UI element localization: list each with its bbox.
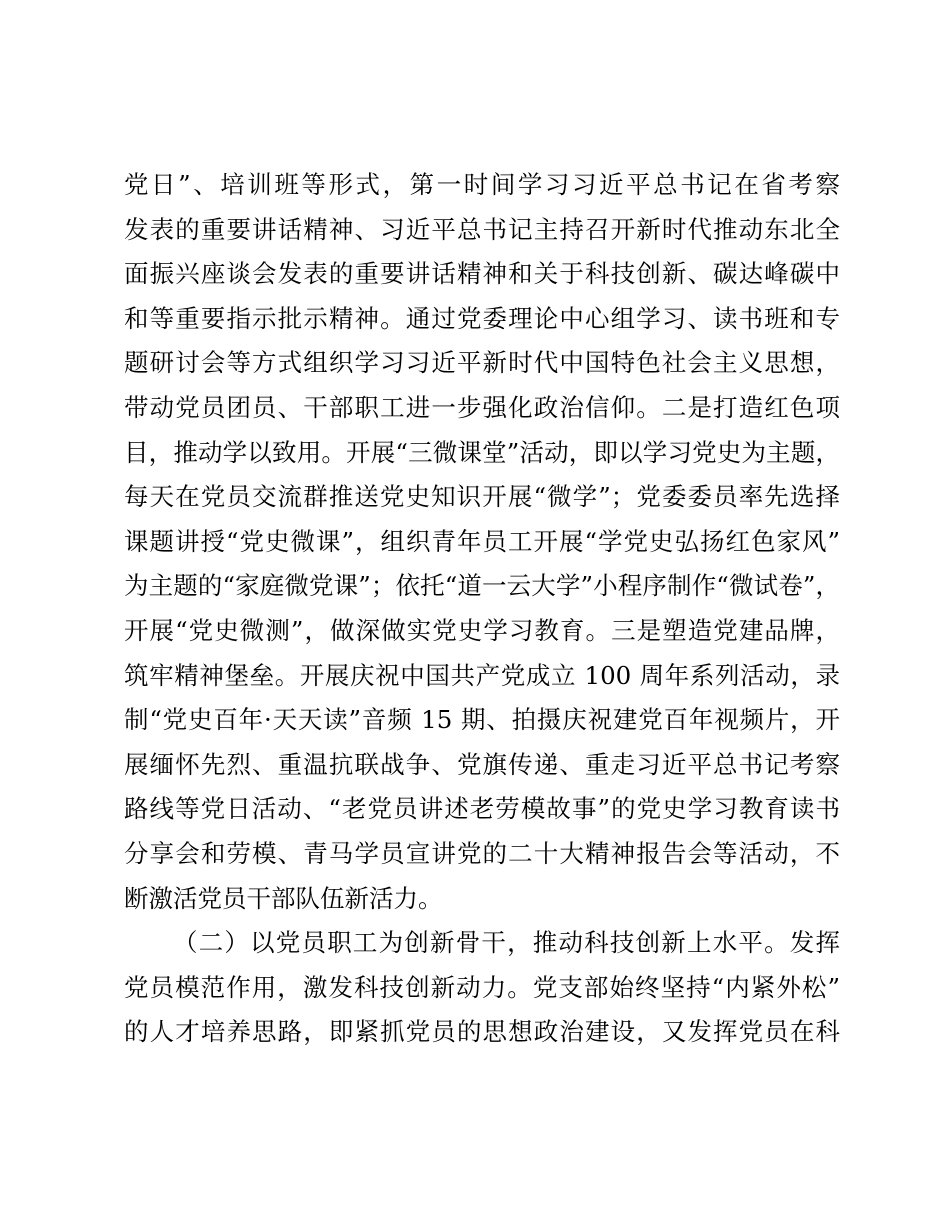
text-line: 的人才培养思路，即紧抓党员的思想政治建设，又发挥党员在科	[124, 1017, 840, 1047]
text-line: 筑牢精神堡垒。开展庆祝中国共产党成立 100 周年系列活动，录	[124, 660, 840, 690]
text-line: 党日”、培训班等形式，第一时间学习习近平总书记在省考察	[124, 170, 840, 199]
paragraph-end-line: 断激活党员干部队伍新活力。	[124, 883, 443, 913]
body-text	[124, 163, 840, 1055]
text-line: 路线等党日活动、“老党员讲述老劳模故事”的党史学习教育读书	[124, 794, 840, 824]
text-line: 展缅怀先烈、重温抗联战争、党旗传递、重走习近平总书记考察	[124, 749, 840, 779]
text-line: 每天在党员交流群推送党史知识开展“微学”；党委委员率先选择	[124, 482, 840, 512]
text-line: 发表的重要讲话精神、习近平总书记主持召开新时代推动东北全	[124, 214, 840, 244]
text-line: 带动党员团员、干部职工进一步强化政治信仰。二是打造红色项	[124, 392, 840, 422]
text-line: 课题讲授“党史微课”，组织青年员工开展“学党史弘扬红色家风”	[124, 526, 840, 556]
text-line: 和等重要指示批示精神。通过党委理论中心组学习、读书班和专	[124, 303, 840, 333]
section-heading-line: （二）以党员职工为创新骨干，推动科技创新上水平。发挥	[173, 928, 840, 958]
text-line: 为主题的“家庭微党课”；依托“道一云大学”小程序制作“微试卷”，	[124, 571, 840, 601]
text-line: 开展“党史微测”，做深做实党史学习教育。三是塑造党建品牌，	[124, 615, 840, 645]
text-line: 面振兴座谈会发表的重要讲话精神和关于科技创新、碳达峰碳中	[124, 259, 840, 289]
text-line: 目，推动学以致用。开展“三微课堂”活动，即以学习党史为主题，	[124, 437, 840, 467]
text-line: 分享会和劳模、青马学员宣讲党的二十大精神报告会等活动，不	[124, 838, 840, 868]
text-line: 制“党史百年·天天读”音频 15 期、拍摄庆祝建党百年视频片，开	[124, 705, 840, 735]
text-line: 党员模范作用，激发科技创新动力。党支部始终坚持“内紧外松”	[124, 972, 840, 1002]
text-line: 题研讨会等方式组织学习习近平新时代中国特色社会主义思想，	[124, 348, 840, 378]
